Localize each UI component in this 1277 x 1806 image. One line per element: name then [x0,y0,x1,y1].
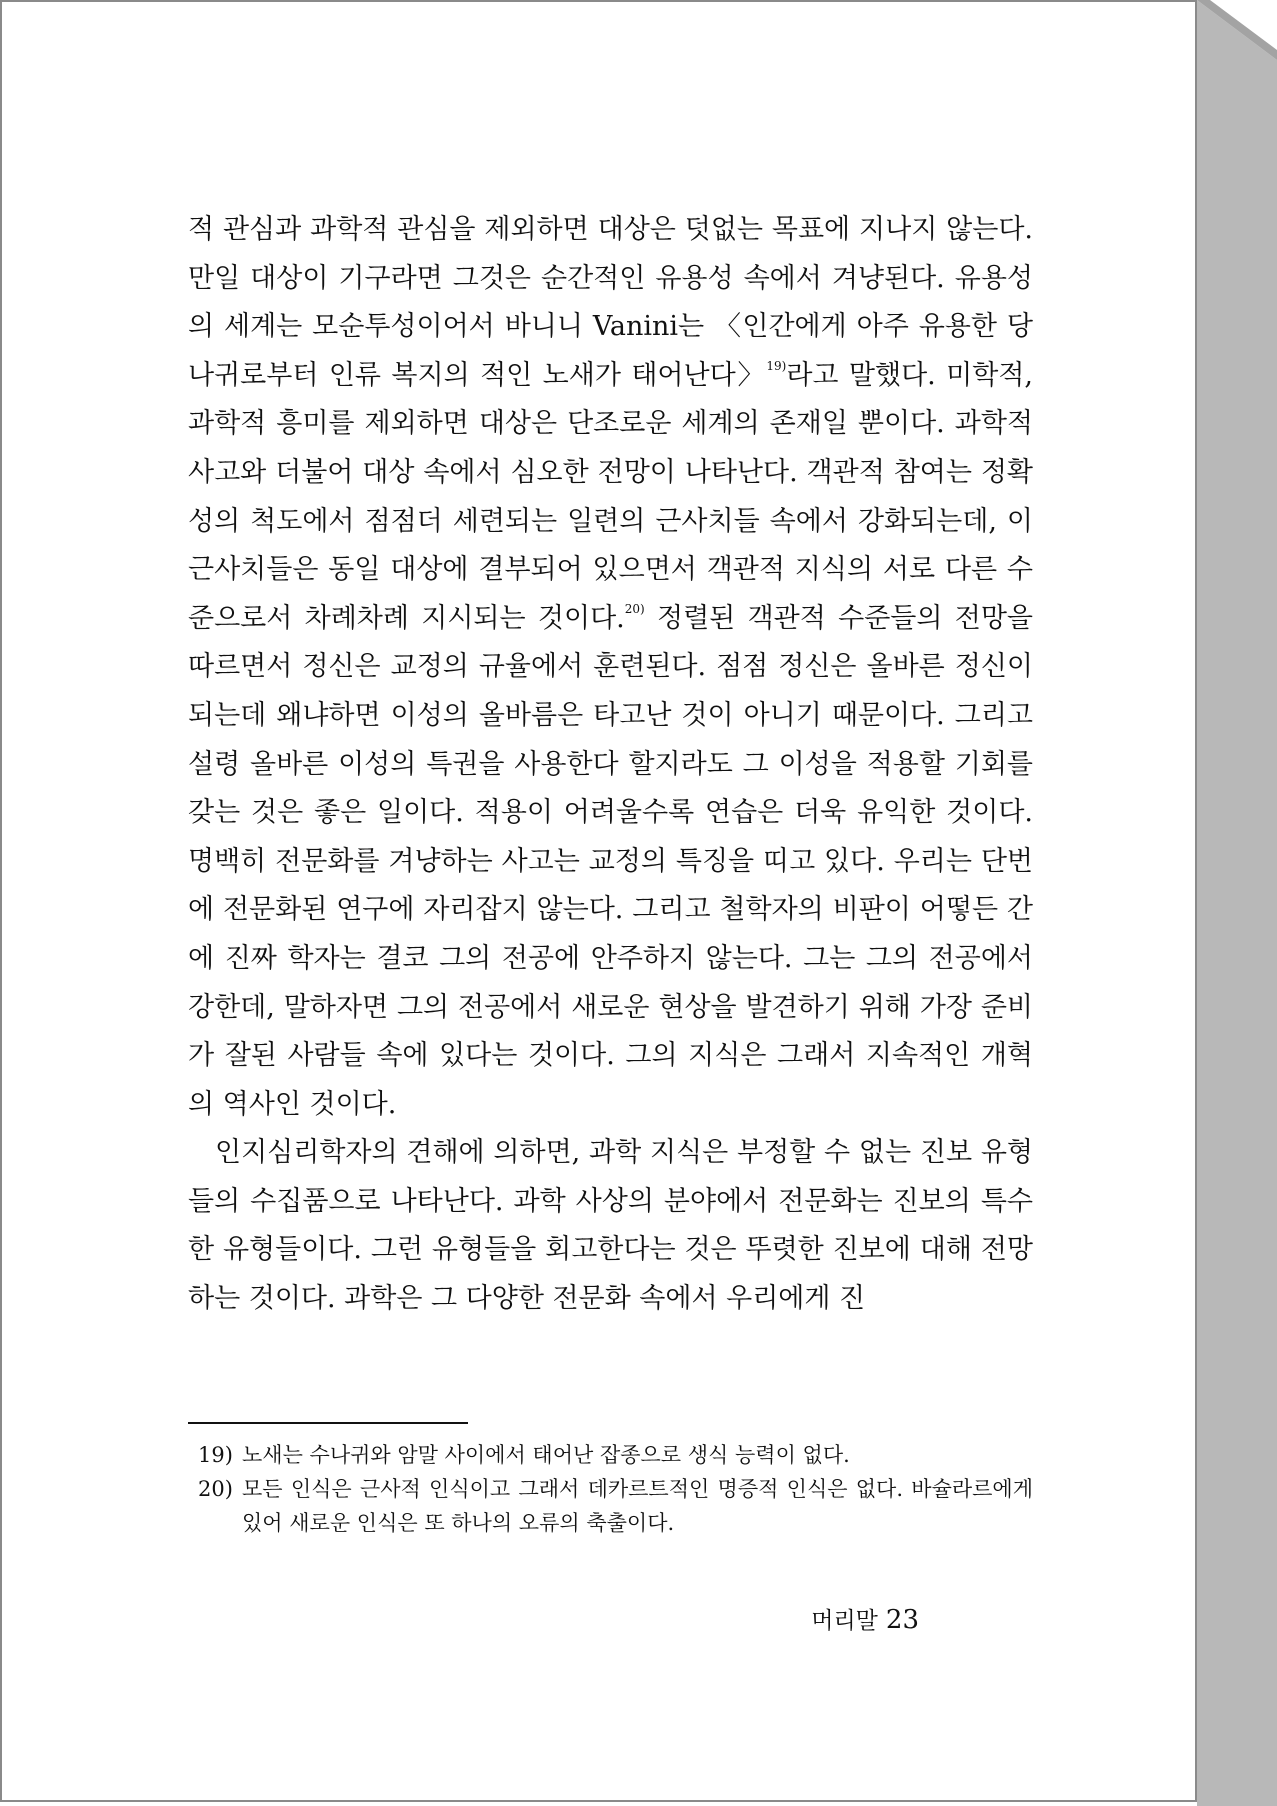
paragraph-1 [188,206,1033,1129]
footnote-number: 20) [198,1477,233,1501]
page-edge-fold [1197,0,1277,60]
footnote-ref-19: 19) [766,358,787,373]
page-edge-side [1197,0,1277,1806]
footnote-text: 노새는 수나귀와 암말 사이에서 태어난 잡종으로 생식 능력이 없다. [242,1443,850,1467]
body-text [188,206,1033,1324]
footnote-text: 모든 인식은 근사적 인식이고 그래서 데카르트적인 명증적 인식은 없다. 바슐라르에게 있어 새로운 인식은 또 하나의 오류의 축출이다. [242,1477,1033,1535]
footnote-ref-20: 20) [624,601,645,616]
footnote-20 [198,1472,1033,1540]
paragraph-1-part-1: 적 관심과 과학적 관심을 제외하면 대상은 덧없는 목표에 지나지 않는다. 만일 대상이 기구라면 그것은 순간적인 유용성 속에서 겨냥된다. 유용성의 세계는 모순투성이어서 바니니 Vanini는 〈인간에게 아주 유용한 당나귀로부터 인류 복지의 적인 노새가 태어난다〉 [188,214,1034,391]
footnote-number: 19) [198,1443,233,1467]
footnotes [198,1438,1033,1540]
page-number: 23 [885,1605,919,1635]
paragraph-1-part-3: 정렬된 객관적 수준들의 전망을 따르면서 정신은 교정의 규율에서 훈련된다. 점점 정신은 올바른 정신이 되는데 왜냐하면 이성의 올바름은 타고난 것이 아니기 때문이다. 그리고 설령 올바른 이성의 특권을 사용한다 할지라도 그 이성을 적용할 기회를 갖는 것은 좋은 일이다. 적용이 어려울수록 연습은 더욱 유익한 것이다. 명백히 전문화를 겨냥하는 사고는 교정의 특징을 띠고 있다. 우리는 단번에 전문화된 연구에 자리잡지 않는다. 그리고 철학자의 비판이 어떻든 간에 진짜 학자는 결코 그의 전공에 안주하지 않는다. 그는 그의 전공에서 강한데, 말하자면 그의 전공에서 새로운 현상을 발견하기 위해 가장 준비가 잘된 사람들 속에 있다는 것이다. 그의 지식은 그래서 지속적인 개혁의 역사인 것이다. [188,602,1034,1120]
footnote-divider [188,1422,468,1424]
paragraph-2: 인지심리학자의 견해에 의하면, 과학 지식은 부정할 수 없는 진보 유형들의 수집품으로 나타난다. 과학 사상의 분야에서 전문화는 진보의 특수한 유형들이다. 그런 유형들을 회고한다는 것은 뚜렷한 진보에 대해 전망하는 것이다. 과학은 그 다양한 전문화 속에서 우리에게 진 [188,1137,1033,1315]
footnote-19 [198,1438,1033,1472]
running-title: 머리말 [811,1608,878,1634]
paragraph-1-part-2: 라고 말했다. 미학적, 과학적 흥미를 제외하면 대상은 단조로운 세계의 존재일 뿐이다. 과학적 사고와 더불어 대상 속에서 심오한 전망이 나타난다. 객관적 참여는 정확성의 척도에서 점점더 세련되는 일련의 근사치들 속에서 강화되는데, 이 근사치들은 동일 대상에 결부되어 있으면서 객관적 지식의 서로 다른 수준으로서 차례차례 지시되는 것이다. [188,359,1033,634]
page-footer [811,1602,919,1635]
